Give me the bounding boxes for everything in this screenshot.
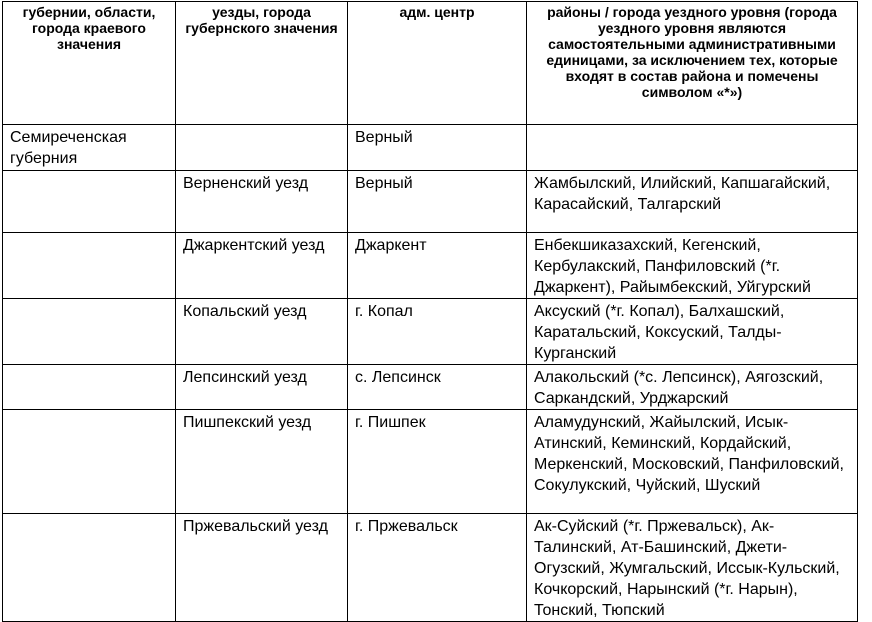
- cell-center: Верный: [348, 125, 527, 171]
- cell-gubernia: [3, 171, 176, 233]
- cell-uezd: Джаркентский уезд: [176, 233, 348, 299]
- cell-gubernia: [3, 365, 176, 410]
- table-header-row: [3, 2, 858, 125]
- table-row: [3, 171, 858, 233]
- table-row: [3, 233, 858, 299]
- cell-gubernia: [3, 233, 176, 299]
- cell-uezd: Верненский уезд: [176, 171, 348, 233]
- cell-center: с. Лепсинск: [348, 365, 527, 410]
- cell-uezd: [176, 125, 348, 171]
- cell-uezd: Пржевальский уезд: [176, 514, 348, 622]
- cell-center: Верный: [348, 171, 527, 233]
- cell-uezd: Лепсинский уезд: [176, 365, 348, 410]
- cell-rayony: [527, 125, 858, 171]
- admin-divisions-table: [2, 1, 858, 622]
- cell-rayony: Аламудунский, Жайылский, Исык-Атинский, Кеминский, Кордайский, Меркенский, Московский, Панфиловский, Сокулукский, Чуйский, Шуский: [527, 410, 858, 514]
- header-rayony: районы / города уездного уровня (города уездного уровня являются самостоятельными административными единицами, за исключением тех, которые входят в состав района и помечены символом «*»): [527, 2, 858, 125]
- cell-uezd: Пишпекский уезд: [176, 410, 348, 514]
- cell-rayony: Алакольский (*с. Лепсинск), Аягозский, Саркандский, Урджарский: [527, 365, 858, 410]
- table-row: [3, 299, 858, 365]
- header-gubernii: губернии, области, города краевого значения: [3, 2, 176, 125]
- cell-center: г. Пишпек: [348, 410, 527, 514]
- cell-gubernia: [3, 410, 176, 514]
- cell-rayony: Жамбылский, Илийский, Капшагайский, Карасайский, Талгарский: [527, 171, 858, 233]
- header-adm-center: адм. центр: [348, 2, 527, 125]
- cell-center: г. Пржевальск: [348, 514, 527, 622]
- cell-uezd: Копальский уезд: [176, 299, 348, 365]
- cell-gubernia: [3, 299, 176, 365]
- cell-gubernia: [3, 514, 176, 622]
- cell-rayony: Ак-Суйский (*г. Пржевальск), Ак-Талинский, Ат-Башинский, Джети-Огузский, Жумгальский, Иссык-Кульский, Кочкорский, Нарынский (*г. Нарын), Тонский, Тюпский: [527, 514, 858, 622]
- cell-center: Джаркент: [348, 233, 527, 299]
- cell-rayony: Енбекшиказахский, Кегенский, Кербулакский, Панфиловский (*г. Джаркент), Райымбекский, Уйгурский: [527, 233, 858, 299]
- header-uezdy: уезды, города губернского значения: [176, 2, 348, 125]
- table-row: [3, 125, 858, 171]
- table-row: [3, 365, 858, 410]
- cell-gubernia: Семиреченская губерния: [3, 125, 176, 171]
- table-row: [3, 514, 858, 622]
- cell-center: г. Копал: [348, 299, 527, 365]
- cell-rayony: Аксуский (*г. Копал), Балхашский, Каратальский, Коксуский, Талды-Курганский: [527, 299, 858, 365]
- table-row: [3, 410, 858, 514]
